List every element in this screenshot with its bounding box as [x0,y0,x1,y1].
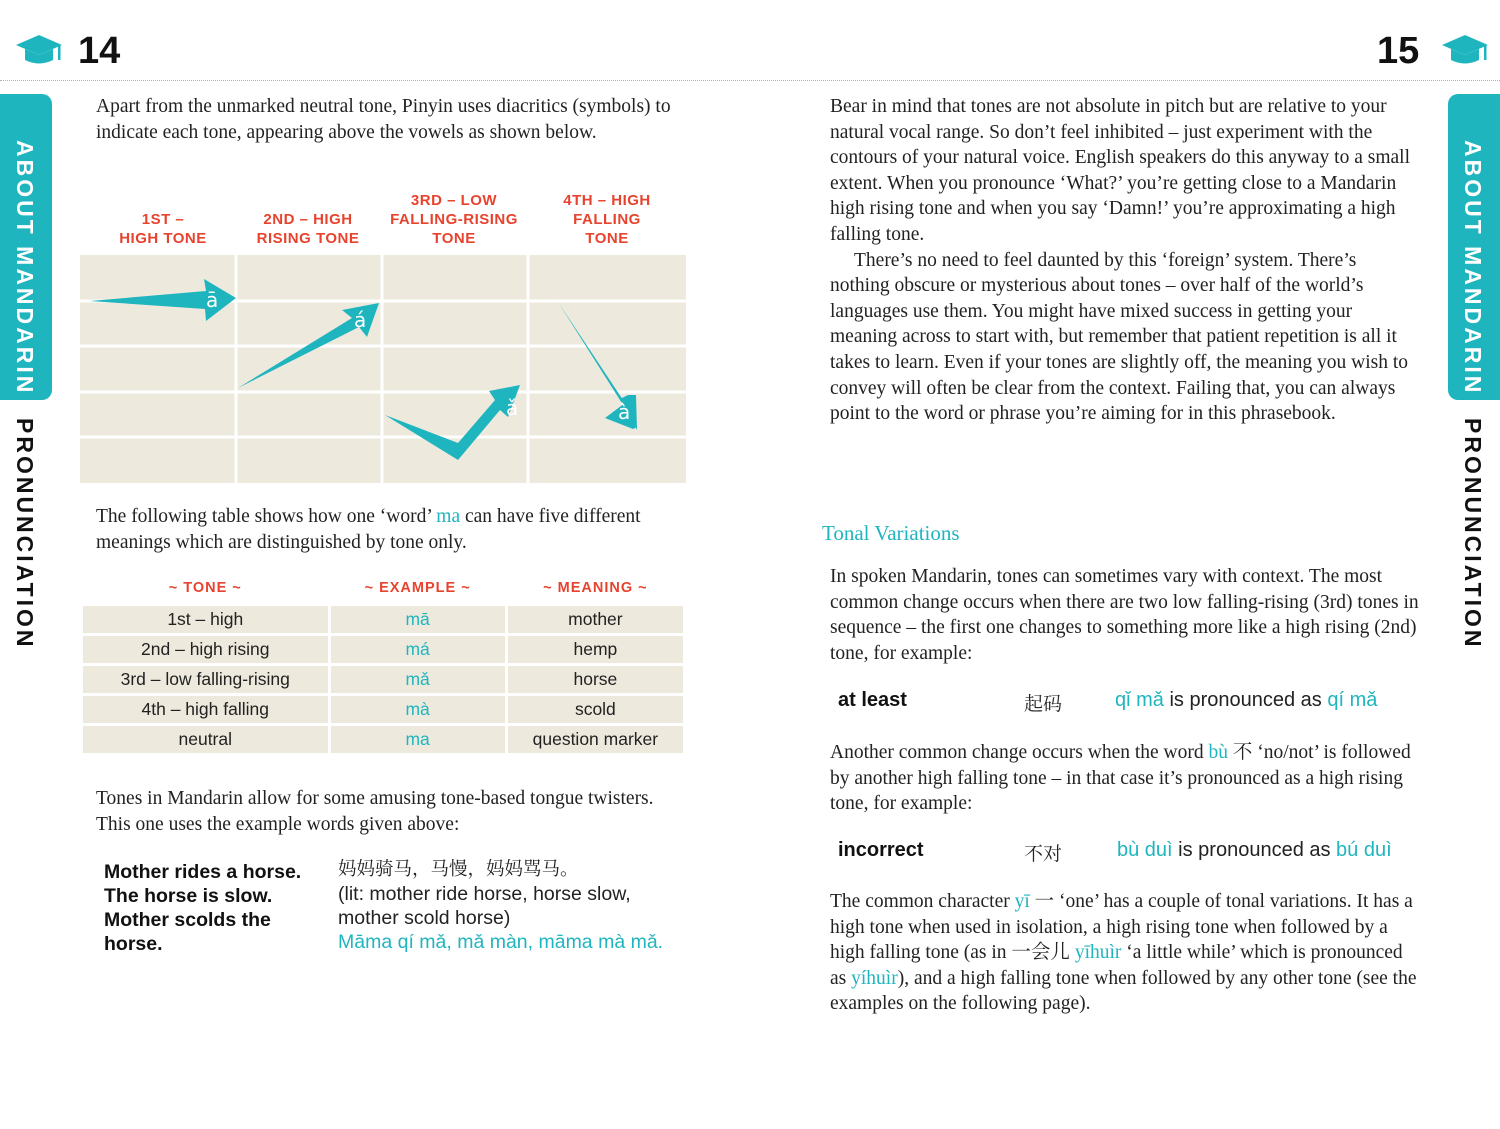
side-tab-right [1448,94,1500,654]
section-label: ABOUT MANDARIN [12,140,38,396]
tone-header-4: 4TH – HIGH FALLING TONE [563,192,651,247]
paragraph-yi-variations: The common character yī 一 ‘one’ has a couple of tonal variations. It has a high tone when used in isolation, a high rising tone when followed by a high falling tone (as in 一会儿 yīhuìr ‘a little while’ which is pronounced as yíhuìr), and a high falling tone when followed by any other tone (see the examples on the following page). [830,891,1417,1015]
twister-literal: (lit: mother ride horse, horse slow, mother scold horse) [338,883,631,929]
tone-mark-4: à [618,400,631,424]
twister-english: Mother rides a horse. The horse is slow. Mother scolds the horse. [104,861,302,955]
twister-intro-paragraph: Tones in Mandarin allow for some amusing tone-based tongue twisters. This one uses the example words given above: [96,788,654,835]
table-row: 3rd – low falling-rising mǎ horse [82,665,685,695]
page-number-right: 15 [1377,30,1420,72]
twister-pinyin: Māma qí mǎ, mǎ màn, māma mà mǎ. [338,931,664,953]
subsection-label: PRONUNCIATION [1460,418,1486,650]
tone-mark-3: ǎ [506,396,519,420]
paragraph-no-need-daunted: There’s no need to feel daunted by this ‘foreign’ system. There’s nothing obscure or mysterious about tones – over half of the world’s languages use them. You might have mixed success in getting your meaning across to start with, but remember that patient repetition is all it takes to learn. Even if your tones are slightly off, the meaning you wish to convey will often be clear from the context. Failing that, you can always point to the word or phrase you’re aiming for in this phrasebook. [830,249,1409,425]
page-number-left: 14 [78,30,121,72]
tone-contour-chart [80,255,686,483]
tone-mark-2: á [354,308,367,332]
right-paragraphs [830,94,1420,427]
tone-header-3: 3RD – LOW FALLING-RISING TONE [390,192,518,247]
side-tab-left [0,94,52,654]
table-row: 1st – high mā mother [82,605,685,635]
tone-header-2: 2ND – HIGH RISING TONE [256,211,360,247]
table-row: 2nd – high rising má hemp [82,635,685,665]
example-row: incorrect 不对 bù duì is pronounced as bú duì [838,839,1392,865]
paragraph-bu-change: Another common change occurs when the word bù 不 ‘no/not’ is followed by another high falling tone – in that case it’s pronounced as a high rising tone, for example: [830,742,1411,815]
twister-translation [338,858,678,954]
twister-chinese: 妈妈骑马，马慢，妈妈骂马。 [338,859,579,880]
example-row: at least 起码 qǐ mǎ is pronounced as qí mǎ [838,689,1378,715]
tone-header-1: 1ST – HIGH TONE [119,211,207,247]
intro-paragraph: Apart from the unmarked neutral tone, Pinyin uses diacritics (symbols) to indicate each tone, appearing above the vowels as shown below. [96,96,671,143]
section-label: ABOUT MANDARIN [1460,140,1486,396]
table-row: neutral ma question marker [82,725,685,755]
column-header-meaning: ~ MEANING ~ [543,580,648,596]
table-row: 4th – high falling mà scold [82,695,685,725]
graduation-cap-icon [14,33,64,69]
paragraph-tones-relative: Bear in mind that tones are not absolute in pitch but are relative to your natural vocal range. So don’t feel inhibited – just experiment with the contours of your natural voice. English speakers do this anyway to a small extent. When you pronounce ‘What?’ you’re getting close to a Mandarin high rising tone and when you say ‘Damn!’ you’re approximating a high falling tone. [830,96,1410,245]
subsection-label: PRONUNCIATION [12,418,38,650]
tone-meaning-table [80,573,686,756]
column-header-example: ~ EXAMPLE ~ [364,580,471,596]
graduation-cap-icon [1440,33,1490,69]
section-heading: Tonal Variations [822,521,960,545]
header-rule [0,80,1500,81]
tone-mark-1: ā [206,288,219,312]
paragraph-tonal-variations: In spoken Mandarin, tones can sometimes vary with context. The most common change occurs when there are two low falling-rising (3rd) tones in sequence – the first one changes to something more like a high rising (2nd) tone, for example: [830,566,1419,664]
column-header-tone: ~ TONE ~ [168,580,242,596]
table-intro-paragraph: The following table shows how one ‘word’ ma can have five different meanings which are distinguished by tone only. [96,506,641,553]
